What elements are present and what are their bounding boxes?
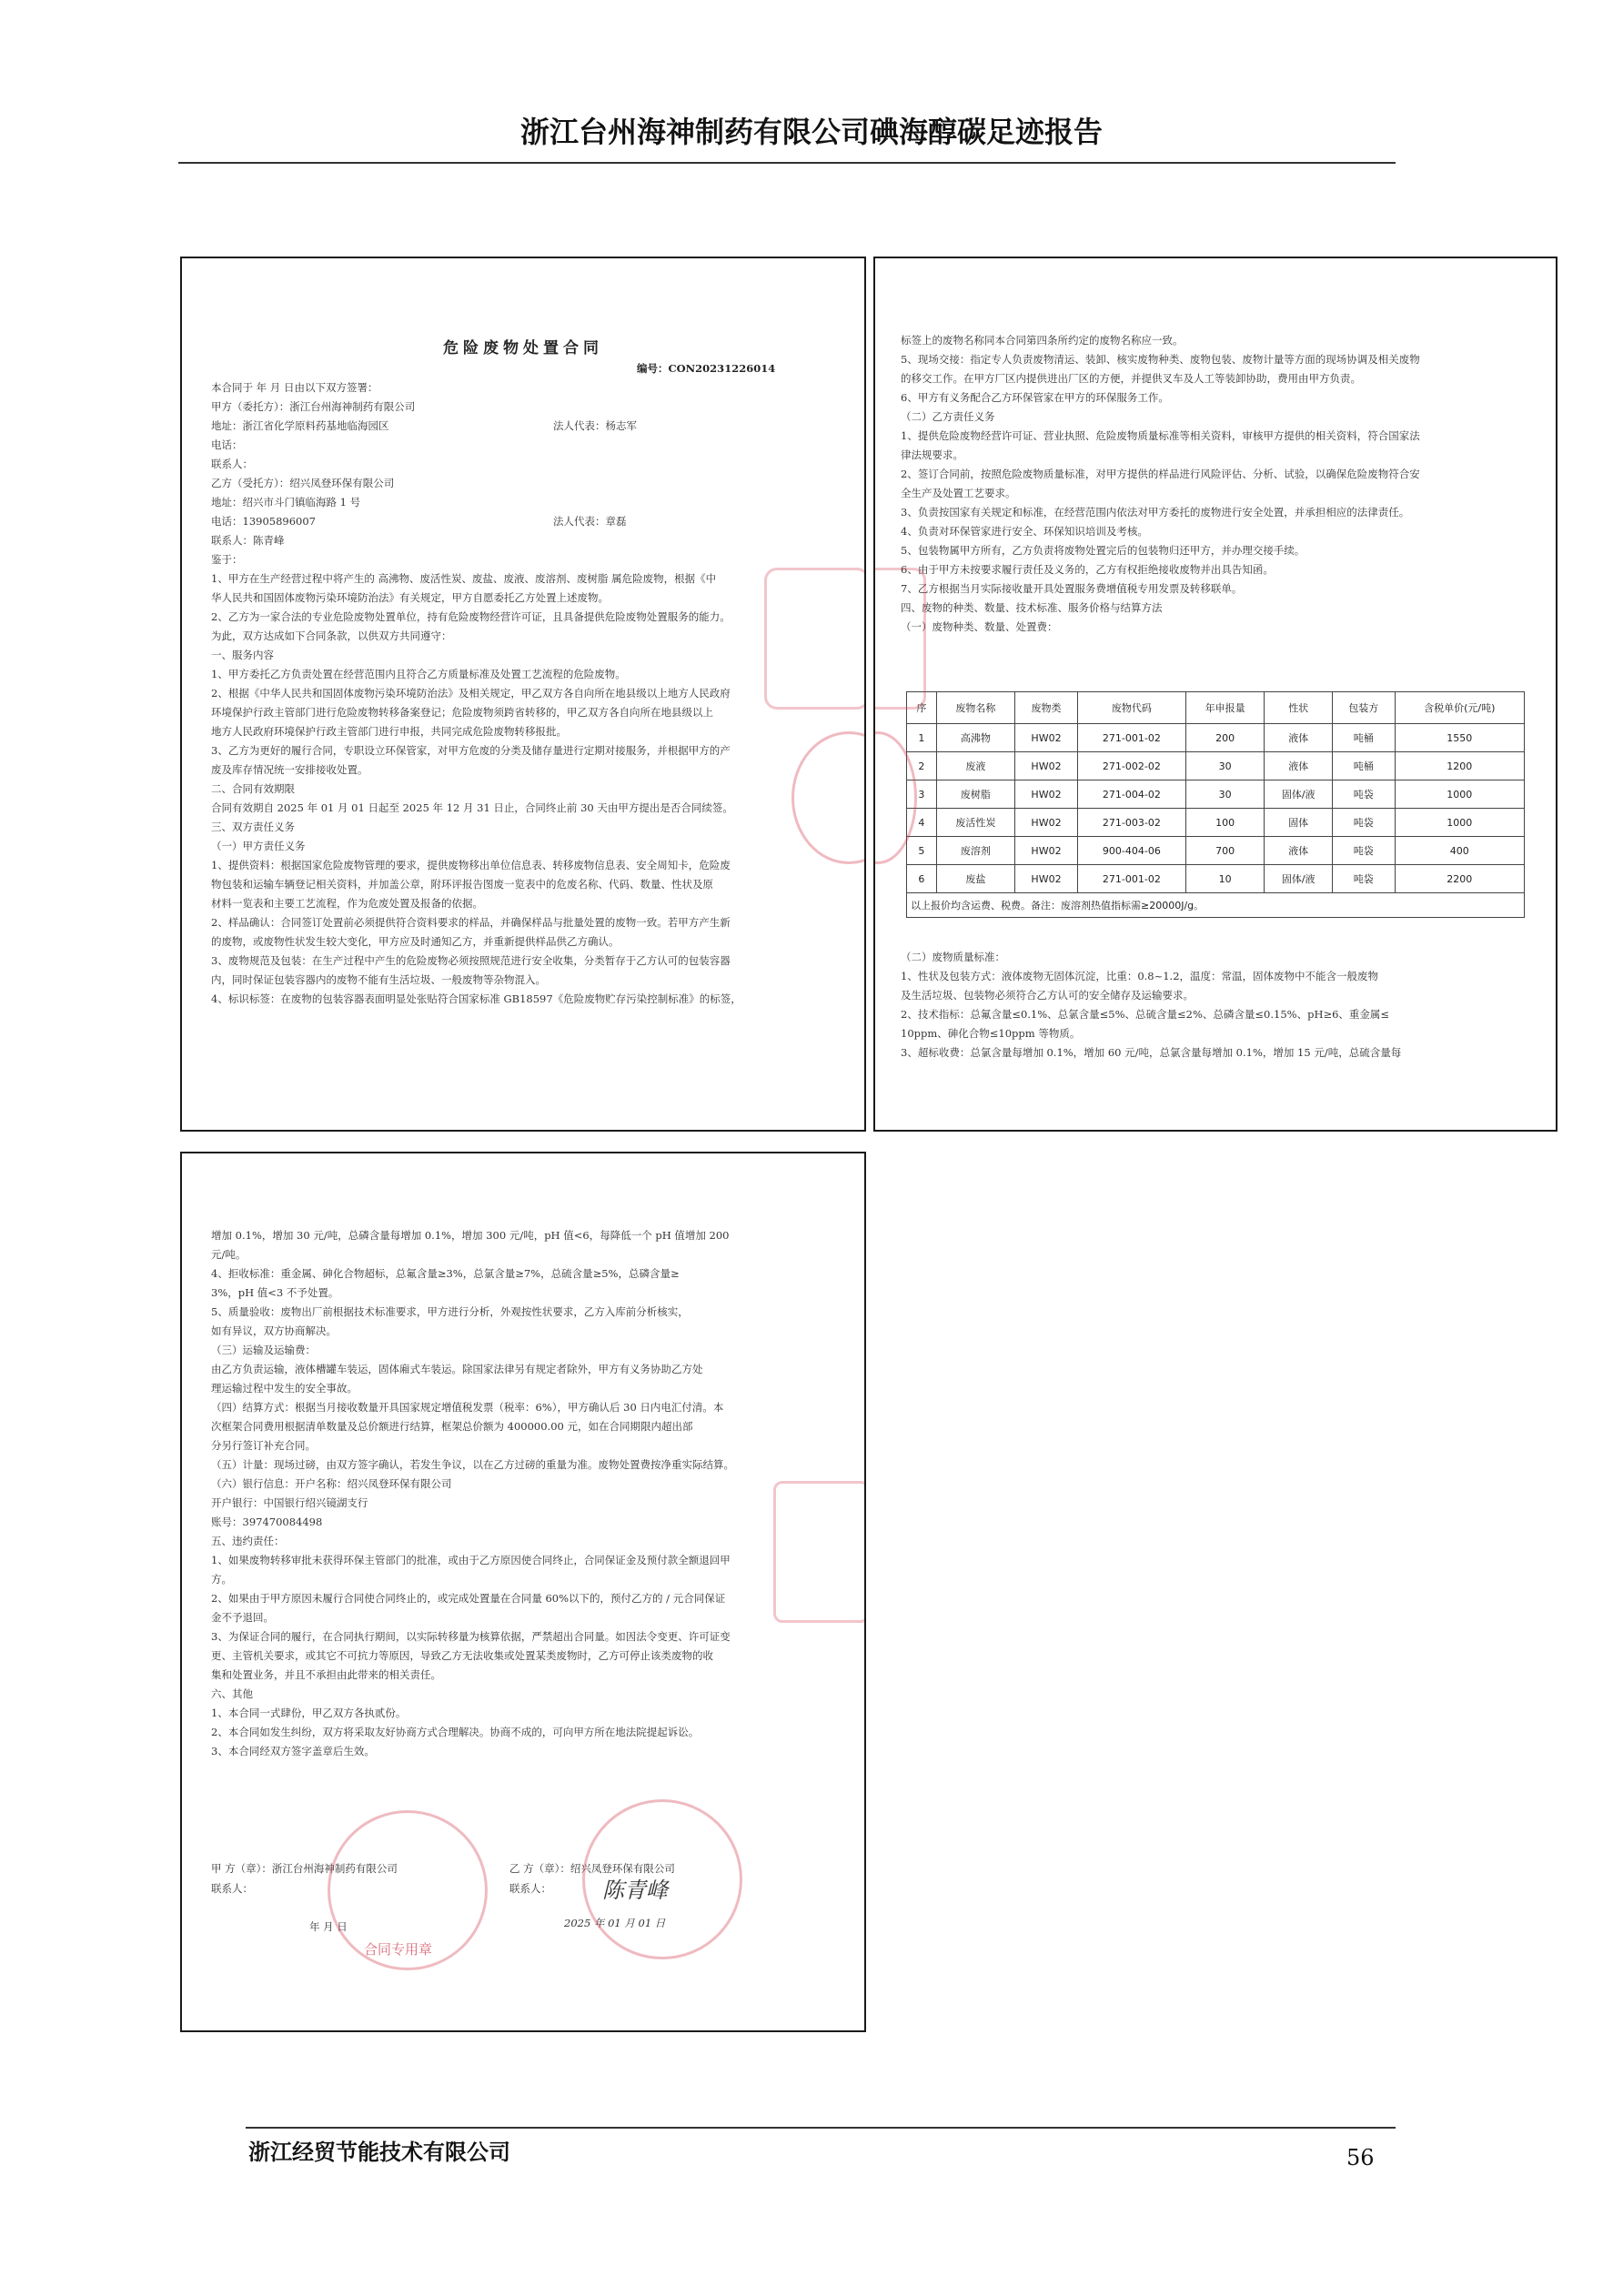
table-cell: 30 (1185, 752, 1264, 780)
contract-line: 六、其他 (211, 1687, 253, 1700)
handwritten-signature: 陈青峰 (602, 1878, 668, 1903)
table-cell: 271-004-02 (1077, 780, 1185, 809)
contract-line: 标签上的废物名称同本合同第四条所约定的废物名称应一致。 (901, 334, 1184, 347)
table-cell: 700 (1185, 837, 1264, 865)
table-header-cell: 废物名称 (936, 692, 1014, 724)
table-cell: 吨桶 (1332, 752, 1395, 780)
signature-party-b-contact: 联系人： (509, 1882, 551, 1895)
contract-line: 集和处置业务，并且不承担由此带来的相关责任。 (211, 1668, 441, 1681)
table-cell: 吨袋 (1332, 837, 1395, 865)
contract-line: 二、合同有效期限 (211, 782, 295, 795)
contract-line: 2、如果由于甲方原因未履行合同使合同终止的，或完成处置量在合同量 60%以下的，预付乙方的 / 元合同保证 (211, 1592, 726, 1605)
contract-line: 的废物，或废物性状发生较大变化，甲方应及时通知乙方，并重新提供样品供乙方确认。 (211, 935, 620, 948)
contract-body-part3 (211, 1226, 848, 1761)
contract-line: （二）废物质量标准： (901, 951, 1005, 963)
table-row (907, 837, 1525, 865)
contract-line: 甲方（委托方）：浙江台州海神制药有限公司 (211, 400, 416, 413)
table-cell: 吨桶 (1332, 724, 1395, 752)
table-cell: 吨袋 (1332, 809, 1395, 837)
table-cell: 1000 (1395, 780, 1524, 809)
table-cell: HW02 (1015, 837, 1078, 865)
table-header-cell: 废物代码 (1077, 692, 1185, 724)
contract-line: （二）乙方责任义务 (901, 410, 995, 423)
contract-line: 3%，pH 值<3 不予处置。 (211, 1286, 339, 1299)
contract-line: 1、提供资料：根据国家危险废物管理的要求，提供废物移出单位信息表、转移废物信息表、安全周知卡，危险废 (211, 859, 731, 871)
contract-line: 4、标识标签：在废物的包装容器表面明显处张贴符合国家标准 GB18597《危险废物贮存污染控制标准》的标签， (211, 992, 741, 1005)
table-row (907, 752, 1525, 780)
footer-company: 浙江经贸节能技术有限公司 (248, 2140, 510, 2165)
bank-seal-stamp (773, 1481, 866, 1623)
legal-rep-party-b: 法人代表：章磊 (553, 515, 627, 528)
contract-line: （五）计量：现场过磅，由双方签字确认，若发生争议，以在乙方过磅的重量为准。废物处置费按净重实际结算。 (211, 1458, 734, 1471)
date-party-a: 年 月 日 (309, 1920, 348, 1933)
contract-line: 4、拒收标准：重金属、砷化合物超标，总氟含量≥3%，总氯含量≥7%，总硫含量≥5%，总磷含量≥ (211, 1267, 680, 1280)
table-cell: 271-001-02 (1077, 865, 1185, 893)
contract-line: 鉴于： (211, 553, 243, 566)
table-row (907, 780, 1525, 809)
table-cell: 2 (907, 752, 937, 780)
table-cell: 30 (1185, 780, 1264, 809)
contract-line: 材料一览表和主要工艺流程，作为危废处置及报备的依据。 (211, 897, 483, 910)
contract-line: （六）银行信息：开户名称：绍兴凤登环保有限公司 (211, 1477, 452, 1490)
contract-line: 地方人民政府环境保护行政主管部门进行申报，共同完成危险废物转移报批。 (211, 725, 567, 738)
table-cell: 吨袋 (1332, 780, 1395, 809)
contract-line: 五、违约责任： (211, 1535, 285, 1547)
contract-line: 5、包装物属甲方所有，乙方负责将废物处置完后的包装物归还甲方，并办理交接手续。 (901, 544, 1305, 557)
table-row (907, 724, 1525, 752)
contract-line: 联系人： (211, 458, 253, 470)
contract-line: 环境保护行政主管部门进行危险废物转移备案登记；危险废物须跨省转移的，甲乙双方各自向所在地县级以上 (211, 706, 713, 719)
table-cell: 固体/液 (1265, 780, 1333, 809)
table-cell: HW02 (1015, 865, 1078, 893)
table-cell: 废溶剂 (936, 837, 1014, 865)
contract-line: 华人民共和国固体废物污染环境防治法》有关规定，甲方自愿委托乙方处置上述废物。 (211, 591, 609, 604)
table-header-cell: 包装方 (1332, 692, 1395, 724)
table-cell: 废液 (936, 752, 1014, 780)
contract-line: 1、甲方委托乙方负责处置在经营范围内且符合乙方质量标准及处置工艺流程的危险废物。 (211, 668, 626, 680)
contract-line: 1、提供危险废物经营许可证、营业执照、危险废物质量标准等相关资料，审核甲方提供的相关资料，符合国家法 (901, 429, 1420, 442)
table-cell: 271-003-02 (1077, 809, 1185, 837)
table-cell: HW02 (1015, 724, 1078, 752)
table-cell: 200 (1185, 724, 1264, 752)
table-cell: 废树脂 (936, 780, 1014, 809)
table-cell: 271-002-02 (1077, 752, 1185, 780)
contract-body-part1 (211, 378, 848, 1009)
contract-scan-page-2 (873, 257, 1557, 1132)
contract-line: （四）结算方式：根据当月接收数量开具国家规定增值税发票（税率：6%），甲方确认后 30 日内电汇付清。本 (211, 1401, 724, 1414)
contract-line: （一）废物种类、数量、处置费： (901, 620, 1058, 633)
contract-line: 1、本合同一式肆份，甲乙双方各执贰份。 (211, 1707, 407, 1719)
page-number: 56 (1346, 2145, 1375, 2170)
table-cell: 1 (907, 724, 937, 752)
table-cell: 4 (907, 809, 937, 837)
table-cell: 液体 (1265, 837, 1333, 865)
contract-line: 电话：13905896007 (211, 515, 316, 528)
table-header-cell: 含税单价(元/吨) (1395, 692, 1524, 724)
seam-seal-stamp (873, 568, 926, 710)
header-rule (178, 162, 1396, 164)
contract-line: 4、负责对环保管家进行安全、环保知识培训及考核。 (901, 525, 1148, 538)
table-cell: 5 (907, 837, 937, 865)
contract-scan-page-3 (180, 1152, 866, 2032)
table-header-cell: 废物类 (1015, 692, 1078, 724)
contract-line: 物包装和运输车辆登记相关资料，并加盖公章，附环评报告图废一览表中的危废名称、代码、数量、性状及原 (211, 878, 713, 891)
table-cell: 液体 (1265, 724, 1333, 752)
contract-line: 2、签订合同前，按照危险废物质量标准，对甲方提供的样品进行风险评估、分析、试验，以确保危险废物符合安 (901, 468, 1420, 480)
contract-line: 方。 (211, 1573, 232, 1586)
contract-line: 10ppm、砷化合物≤10ppm 等物质。 (901, 1027, 1081, 1040)
contract-line: 增加 0.1%，增加 30 元/吨，总磷含量每增加 0.1%，增加 300 元/吨，pH 值<6，每降低一个 pH 值增加 200 (211, 1229, 730, 1242)
table-cell: 固体/液 (1265, 865, 1333, 893)
table-cell: 400 (1395, 837, 1524, 865)
contract-body-part2 (901, 331, 1537, 637)
table-cell: HW02 (1015, 809, 1078, 837)
contract-line: 开户银行：中国银行绍兴镜湖支行 (211, 1496, 368, 1509)
contract-line: 更、主管机关要求，或其它不可抗力等原因，导致乙方无法收集或处置某类废物时，乙方可停止该类废物的收 (211, 1649, 713, 1662)
table-cell: 900-404-06 (1077, 837, 1185, 865)
table-cell: 6 (907, 865, 937, 893)
contract-line: 2、本合同如发生纠纷，双方将采取友好协商方式合理解决。协商不成的，可向甲方所在地法院提起诉讼。 (211, 1726, 700, 1738)
contract-line: 2、根据《中华人民共和国固体废物污染环境防治法》及相关规定，甲乙双方各自向所在地县级以上地方人民政府 (211, 687, 731, 700)
footer-rule (246, 2127, 1396, 2129)
table-cell: HW02 (1015, 780, 1078, 809)
contract-line: 废及库存情况统一安排接收处置。 (211, 763, 368, 776)
contract-line: 理运输过程中发生的安全事故。 (211, 1382, 358, 1395)
contract-line: 元/吨。 (211, 1248, 247, 1261)
contract-scan-page-1 (180, 257, 866, 1132)
table-header-cell: 序 (907, 692, 937, 724)
contract-line: 2、技术指标：总氟含量≤0.1%、总氯含量≤5%、总硫含量≤2%、总磷含量≤0.15%、pH≥6、重金属≤ (901, 1008, 1390, 1021)
date-party-b: 2025 年 01 月 01 日 (564, 1917, 666, 1929)
contract-line: 的移交工作。在甲方厂区内提供进出厂区的方便，并提供叉车及人工等装卸协助，费用由甲方负责。 (901, 372, 1361, 385)
contract-seal-label: 合同专用章 (364, 1941, 433, 1958)
legal-rep-party-a: 法人代表：杨志军 (553, 419, 637, 432)
contract-line: （一）甲方责任义务 (211, 840, 306, 852)
contract-line: 3、乙方为更好的履行合同，专职设立环保管家，对甲方危废的分类及储存量进行定期对接服务，并根据甲方的产 (211, 744, 731, 757)
contract-line: 由乙方负责运输，液体槽罐车装运，固体廂式车装运。除国家法律另有规定者除外，甲方有义务协助乙方处 (211, 1363, 703, 1375)
table-cell: 废活性炭 (936, 809, 1014, 837)
contract-number: 编号：CON20231226014 (637, 362, 776, 375)
contract-line: 1、性状及包装方式：液体废物无固体沉淀，比重：0.8~1.2，温度：常温，固体废物中不能含一般废物 (901, 970, 1379, 982)
table-cell: 废盐 (936, 865, 1014, 893)
table-cell: 271-001-02 (1077, 724, 1185, 752)
table-cell: 液体 (1265, 752, 1333, 780)
contract-line: 地址：浙江省化学原料药基地临海园区 (211, 419, 389, 432)
table-cell: 1550 (1395, 724, 1524, 752)
contract-line: 5、现场交接：指定专人负责废物清运、装卸、核实废物种类、废物包装、废物计量等方面的现场协调及相关废物 (901, 353, 1420, 366)
contract-line: 3、为保证合同的履行，在合同执行期间，以实际转移量为核算依据，严禁超出合同量。如因法令变更、许可证变 (211, 1630, 731, 1643)
contract-quality-standards (901, 948, 1537, 1062)
contract-line: 及生活垃圾、包装物必须符合乙方认可的安全储存及运输要求。 (901, 989, 1194, 1002)
contract-line: 律法规要求。 (901, 448, 963, 461)
page-title: 浙江台州海神制药有限公司碘海醇碳足迹报告 (519, 115, 1103, 149)
seam-seal-stamp (764, 568, 866, 710)
contract-line: 全生产及处置工艺要求。 (901, 487, 1016, 499)
contract-line: 地址：绍兴市斗门镇临海路 1 号 (211, 496, 361, 509)
table-note: 以上报价均含运费、税费。备注：废溶剂热值指标需≥20000J/g。 (907, 893, 1525, 918)
contract-line: （三）运输及运输费： (211, 1344, 316, 1356)
table-cell: 固体 (1265, 809, 1333, 837)
contract-line: 1、如果废物转移审批未获得环保主管部门的批准，或由于乙方原因使合同终止，合同保证金及预付款全额退回甲 (211, 1554, 731, 1566)
signature-party-a: 甲 方（章）：浙江台州海神制药有限公司 (211, 1862, 398, 1875)
contract-line: 账号：397470084498 (211, 1516, 323, 1528)
waste-price-table (906, 691, 1525, 918)
table-cell: 1000 (1395, 809, 1524, 837)
contract-line: 联系人：陈青峰 (211, 534, 285, 547)
contract-line: 7、乙方根据当月实际接收量开具处置服务费增值税专用发票及转移联单。 (901, 582, 1243, 595)
contract-line: 本合同于 年 月 日由以下双方签署： (211, 381, 378, 394)
table-cell: 3 (907, 780, 937, 809)
table-cell: 2200 (1395, 865, 1524, 893)
contract-line: 如有异议，双方协商解决。 (211, 1324, 337, 1337)
contract-line: 乙方（受托方）：绍兴凤登环保有限公司 (211, 477, 395, 489)
table-header-cell: 性状 (1265, 692, 1333, 724)
contract-line: 金不予退回。 (211, 1611, 274, 1624)
contract-title: 危险废物处置合同 (443, 339, 603, 357)
contract-line: 电话： (211, 438, 243, 451)
table-cell: 10 (1185, 865, 1264, 893)
table-row (907, 809, 1525, 837)
contract-line: 2、样品确认：合同签订处置前必须提供符合资料要求的样品，并确保样品与批量处置的废物一致。若甲方产生新 (211, 916, 731, 929)
table-cell: 100 (1185, 809, 1264, 837)
signature-party-a-contact: 联系人： (211, 1882, 253, 1895)
contract-line: 3、废物规范及包装：在生产过程中产生的危险废物必须按照规范进行安全收集，分类暂存于乙方认可的包装容器 (211, 954, 731, 967)
table-cell: 高沸物 (936, 724, 1014, 752)
contract-line: 6、由于甲方未按要求履行责任及义务的，乙方有权拒绝接收废物并出具告知函。 (901, 563, 1274, 576)
contract-line: 分另行签订补充合同。 (211, 1439, 316, 1452)
contract-line: 6、甲方有义务配合乙方环保管家在甲方的环保服务工作。 (901, 391, 1169, 404)
contract-line: 2、乙方为一家合法的专业危险废物处置单位，持有危险废物经营许可证，且具备提供危险废物处置服务的能力。 (211, 610, 731, 623)
table-row (907, 865, 1525, 893)
contract-line: 一、服务内容 (211, 649, 274, 661)
contract-line: 三、双方责任义务 (211, 821, 295, 833)
table-header-cell: 年申报量 (1185, 692, 1264, 724)
contract-line: 3、负责按国家有关规定和标准，在经营范围内依法对甲方委托的废物进行安全处置，并承担相应的法律责任。 (901, 506, 1410, 519)
contract-line: 合同有效期自 2025 年 01 月 01 日起至 2025 年 12 月 31 日止，合同终止前 30 天由甲方提出是否合同续签。 (211, 801, 733, 814)
contract-line: 5、质量验收：废物出厂前根据技术标准要求，甲方进行分析，外观按性状要求，乙方入库前分析核实， (211, 1305, 689, 1318)
signature-party-b: 乙 方（章）：绍兴凤登环保有限公司 (509, 1862, 675, 1875)
table-cell: 吨袋 (1332, 865, 1395, 893)
contract-line: 3、超标收费：总氯含量每增加 0.1%，增加 60 元/吨，总氯含量每增加 0.1%，增加 15 元/吨，总硫含量每 (901, 1046, 1402, 1059)
contract-line: 次框架合同费用根据清单数量及总价额进行结算，框架总价额为 400000.00 元，如在合同期限内超出部 (211, 1420, 693, 1433)
table-cell: HW02 (1015, 752, 1078, 780)
table-cell: 1200 (1395, 752, 1524, 780)
contract-line: 3、本合同经双方签字盖章后生效。 (211, 1745, 375, 1757)
party-b-contract-seal-stamp (582, 1799, 742, 1959)
contract-line: 四、废物的种类、数量、技术标准、服务价格与结算方法 (901, 601, 1163, 614)
contract-line: 内，同时保证包装容器内的废物不能有生活垃圾、一般废物等杂物混入。 (211, 973, 546, 986)
contract-line: 为此，双方达成如下合同条款，以供双方共同遵守： (211, 629, 452, 642)
contract-line: 1、甲方在生产经营过程中将产生的 高沸物、废活性炭、废盐、废液、废溶剂、废树脂 属危险废物，根据《中 (211, 572, 717, 585)
